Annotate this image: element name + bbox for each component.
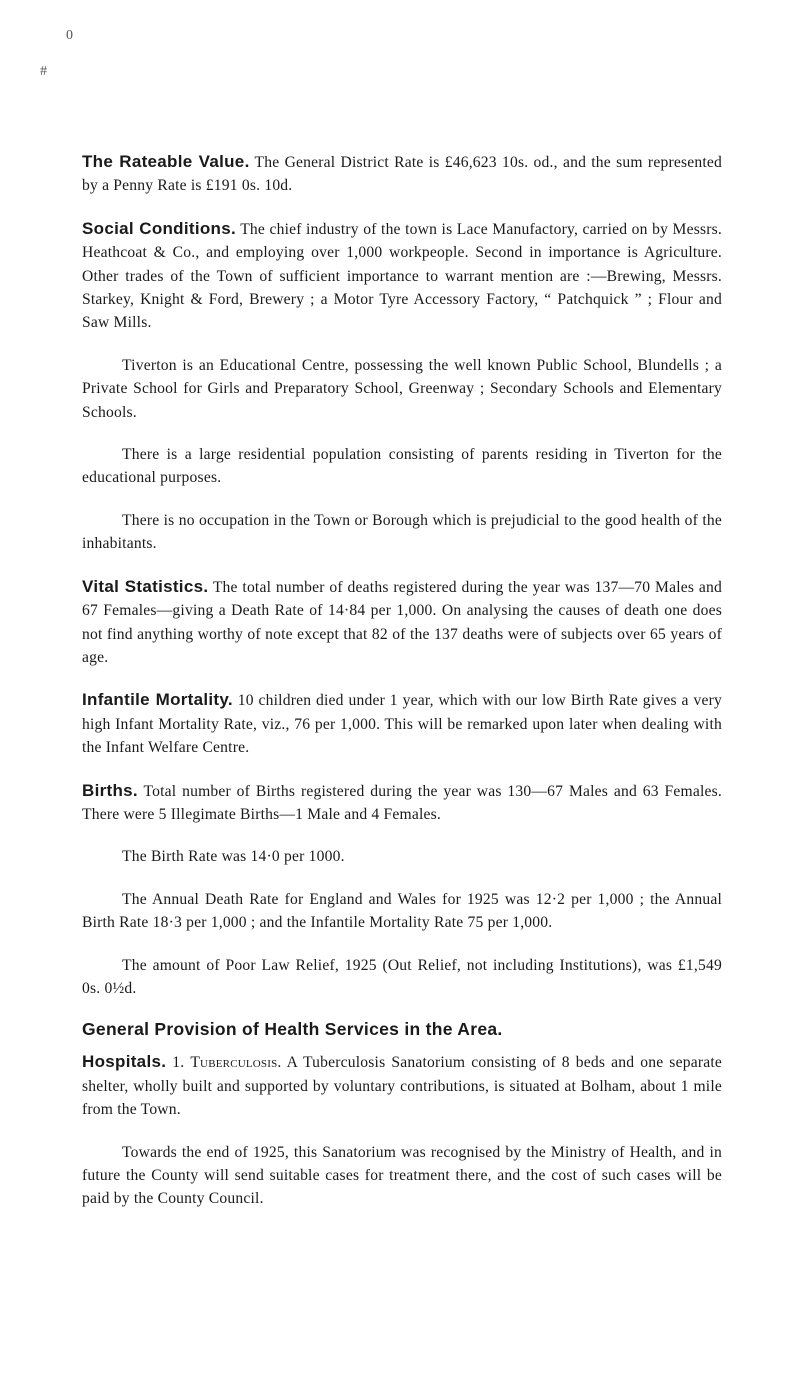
paragraph-infantile-mortality <box>82 688 722 759</box>
body-text: Total number of Births registered during the year was 130—67 Males and 63 Females. There were 5 Illegimate Births—1 Male and 4 Females. <box>82 782 722 823</box>
paragraph-social-conditions <box>82 217 722 335</box>
heading-vital-statistics: Vital Statistics. <box>82 576 209 596</box>
list-number: 1. <box>172 1054 185 1072</box>
heading-rateable-value: The Rateable Value. <box>82 152 250 171</box>
body-text: 10 children died under 1 year, which with our low Birth Rate gives a very high Infant Mortality Rate, viz., 76 per 1,000. This will be remarked upon later when dealing with the Infant Welfare Centre. <box>82 692 722 757</box>
paragraph-birth-rate: The Birth Rate was 14·0 per 1000. <box>122 848 345 866</box>
paragraph-residential: There is a large residential population consisting of parents residing in Tiverton for the educational purposes. <box>82 446 722 487</box>
paragraph-educational: Tiverton is an Educational Centre, possessing the well known Public School, Blundells ; a Private School for Girls and Preparatory School, Greenway ; Secondary Schools and Elementary Schools. <box>82 356 722 421</box>
paragraph-births <box>82 779 722 827</box>
section-heading: General Provision of Health Services in the Area. <box>82 1019 503 1040</box>
body-text: A Tuberculosis Sanatorium consisting of 8 beds and one separate shelter, wholly built and supported by voluntary contributions, is situated at Bolham, about 1 mile from the Town. <box>82 1054 722 1119</box>
paragraph-hospitals <box>82 1050 722 1121</box>
paragraph-poor-law-relief: The amount of Poor Law Relief, 1925 (Out Relief, not including Institutions), was £1,549 0s. 0½d. <box>82 956 722 997</box>
body-text: The General District Rate is £46,623 10s. od., and the sum represented by a Penny Rate is £191 0s. 10d. <box>82 154 722 195</box>
corner-mark: # <box>40 64 47 79</box>
subheading-tuberculosis: Tuberculosis. <box>190 1054 282 1072</box>
paragraph-sanatorium: Towards the end of 1925, this Sanatorium was recognised by the Ministry of Health, and in future the County will send suitable cases for treatment there, and the cost of such cases will be paid by the County Council. <box>82 1143 722 1208</box>
paragraph-occupation: There is no occupation in the Town or Borough which is prejudicial to the good health of the inhabitants. <box>82 511 722 553</box>
heading-hospitals: Hospitals. <box>82 1052 167 1072</box>
corner-mark: 0 <box>66 28 73 43</box>
paragraph-rateable-value <box>82 150 722 198</box>
paragraph-annual-rates: The Annual Death Rate for England and Wales for 1925 was 12·2 per 1,000 ; the Annual Birth Rate 18·3 per 1,000 ; and the Infantile Mortality Rate 75 per 1,000. <box>82 890 722 932</box>
body-text: The total number of deaths registered during the year was 137—70 Males and 67 Females—giving a Death Rate of 14·84 per 1,000. On analysing the causes of death one does not find anything worthy of note except that 82 of the 137 deaths were of subjects over 65 years of age. <box>82 578 722 666</box>
document-page <box>82 150 722 1230</box>
heading-infantile-mortality: Infantile Mortality. <box>82 690 233 710</box>
body-text: The chief industry of the town is Lace Manufactory, carried on by Messrs. Heathcoat & Co., and employing over 1,000 workpeople. Second in importance is Agriculture. Other trades of the Town of sufficient importance to warrant mention are :—Brewing, Messrs. Starkey, Knight & Ford, Brewery ; a Motor Tyre Accessory Factory, “ Patchquick ” ; Flour and Saw Mills. <box>82 220 722 332</box>
paragraph-vital-statistics <box>82 575 722 670</box>
heading-social-conditions: Social Conditions. <box>82 218 237 238</box>
heading-births: Births. <box>82 780 138 800</box>
